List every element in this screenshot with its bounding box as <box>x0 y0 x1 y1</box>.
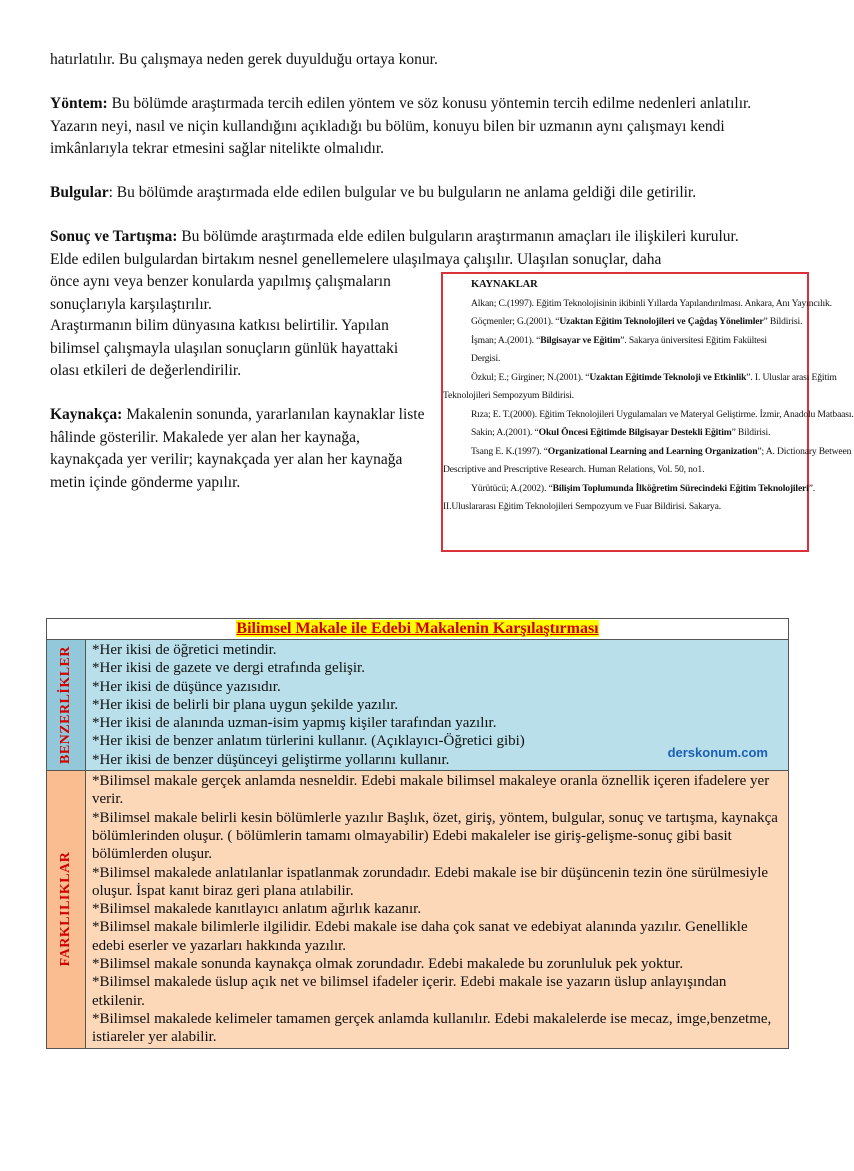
section-bulgular <box>50 182 770 205</box>
section-yontem <box>50 93 770 161</box>
kaynakca-label: Kaynakça: <box>50 406 123 423</box>
reference-line: Alkan; C.(1997). Eğitim Teknolojisinin ikibinli Yıllarda Yapılandırılması. Ankara, Anı Yayıncılık. <box>471 297 832 309</box>
sonuc-text: Bu bölümde araştırmada elde edilen bulguların araştırmanın amaçları ile ilişkileri kurulur. Elde edilen bulgulardan birtakım nesnel genellemelere ulaşılmaya çalışılır. Ulaşılan sonuçlar, daha <box>50 228 739 268</box>
similarities-row <box>47 640 788 771</box>
reference-line: Rıza; E. T.(2000). Eğitim Teknolojileri Uygulamaları ve Materyal Geliştirme. İzmir, Anadolu Matbaası. <box>471 408 854 420</box>
difference-item: *Bilimsel makalede anlatılanlar ispatlanmak zorundadır. Edebi makale ise bir düşüncenin tezin öne sürülmesiyle oluşur. İspat kanıt biraz geri plana atılabilir. <box>92 864 769 899</box>
difference-item: *Bilimsel makale belirli kesin bölümlerle yazılır Başlık, özet, giriş, yöntem, bulgular, sonuç ve tartışma, kaynakça bölümlerinden oluşur. ( bölümlerin tamamı olmayabilir) Edebi makaleler ise giriş-gelişme-sonuç gibi basit bölümlerden oluşur. <box>92 809 778 863</box>
reference-line: Tsang E. K.(1997). “Organizational Learning and Learning Organization”; A. Dictionary Between <box>471 445 852 457</box>
reference-line: Descriptive and Prescriptive Research. Human Relations, Vol. 50, no1. <box>443 464 705 475</box>
similarity-item: *Her ikisi de düşünce yazısıdır. <box>92 678 281 695</box>
reference-line: Dergisi. <box>471 353 501 364</box>
yontem-text: Bu bölümde araştırmada tercih edilen yöntem ve söz konusu yöntemin tercih edilme nedenleri anlatılır. Yazarın neyi, nasıl ve niçin kullandığını açıkladığı bu bölüm, konuyu bilen bir uzmanın aynı çalışmayı kendi imkânlarıyla tekrar etmesini sağlar nitelikte olmalıdır. <box>50 95 752 157</box>
comparison-table <box>46 618 789 1049</box>
similarity-item: *Her ikisi de alanında uzman-isim yapmış kişiler tarafından yazılır. <box>92 715 497 732</box>
similarities-label: BENZERLİKLER <box>57 646 73 765</box>
watermark: derskonum.com <box>667 744 768 760</box>
reference-line: Sakin; A.(2001). “Okul Öncesi Eğitimde Bilgisayar Destekli Eğitim” Bildirisi. <box>471 427 771 438</box>
section-kaynakca <box>50 404 425 494</box>
bulgular-text: : Bu bölümde araştırmada elde edilen bulgular ve bu bulguların ne anlama geldiği dile getirilir. <box>108 184 697 201</box>
intro-line: hatırlatılır. Bu çalışmaya neden gerek duyulduğu ortaya konur. <box>50 51 438 68</box>
sonuc-continued-2: Araştırmanın bilim dünyasına katkısı belirtilir. Yapılan bilimsel çalışmayla ulaşılan sonuçların günlük hayattaki olası etkileri de değerlendirilir. <box>50 317 399 379</box>
similarity-item: *Her ikisi de gazete ve dergi etrafında gelişir. <box>92 660 365 677</box>
bulgular-label: Bulgular <box>50 184 109 201</box>
reference-line: II.Uluslararası Eğitim Teknolojileri Sempozyum ve Fuar Bildirisi. Sakarya. <box>443 501 721 512</box>
differences-label: FARKLILIKLAR <box>57 851 73 967</box>
section-sonuc <box>50 226 770 271</box>
sonuc-continued: önce aynı veya benzer konularda yapılmış çalışmaların sonuçlarıyla karşılaştırılır. <box>50 273 391 313</box>
references-title: KAYNAKLAR <box>471 279 538 290</box>
reference-line: Göçmenler; G.(2001). “Uzaktan Eğitim Teknolojileri ve Çağdaş Yönelimler” Bildirisi. <box>471 316 803 327</box>
difference-item: *Bilimsel makale bilimlerle ilgilidir. Edebi makale ise daha çok sanat ve edebiyat alanında yazılır. Genellikle edebi eserler ve yazarları hakkında yazılır. <box>92 919 748 954</box>
difference-item: *Bilimsel makalede kanıtlayıcı anlatım ağırlık kazanır. <box>92 901 422 918</box>
difference-item: *Bilimsel makalede üslup açık net ve bilimsel ifadeler içerir. Edebi makale ise yazarın üslup anlayışından etkilenir. <box>92 974 727 1009</box>
similarity-item: *Her ikisi de öğretici metindir. <box>92 642 277 658</box>
difference-item: *Bilimsel makalede kelimeler tamamen gerçek anlamda kullanılır. Edebi makalelerde ise mecaz, imge,benzetme, istiareler yer alabilir. <box>92 1010 772 1046</box>
reference-line: Yürütücü; A.(2002). “Bilişim Toplumunda İlköğretim Sürecindeki Eğitim Teknolojileri”. <box>471 482 816 494</box>
reference-line: Teknolojileri Sempozyum Bildirisi. <box>443 390 574 401</box>
differences-row <box>47 771 788 1047</box>
difference-item: *Bilimsel makale gerçek anlamda nesneldir. Edebi makale bilimsel makaleye oranla öznellik içeren ifadelere yer verir. <box>92 773 770 808</box>
reference-line: Özkul; E.; Girginer; N.(2001). “Uzaktan Eğitimde Teknoloji ve Etkinlik”. I. Uluslar arası Eğitim <box>471 371 837 383</box>
yontem-label: Yöntem: <box>50 95 108 112</box>
table-title: Bilimsel Makale ile Edebi Makalenin Karşılaştırması <box>236 620 599 637</box>
difference-item: *Bilimsel makale sonunda kaynakça olmak zorundadır. Edebi makalede bu zorunluluk pek yoktur. <box>92 956 684 973</box>
references-box <box>441 272 854 552</box>
similarity-item: *Her ikisi de benzer düşünceyi geliştirme yollarını kullanır. <box>92 751 450 768</box>
sonuc-label: Sonuç ve Tartışma: <box>50 228 178 245</box>
similarity-item: *Her ikisi de belirli bir plana uygun şekilde yazılır. <box>92 696 399 713</box>
similarity-item: *Her ikisi de benzer anlatım türlerini kullanır. (Açıklayıcı-Öğretici gibi) <box>92 733 525 750</box>
kaynakca-text: Makalenin sonunda, yararlanılan kaynaklar liste hâlinde gösterilir. Makalede yer alan her kaynağa, kaynakçada yer verilir; kaynakçada yer alan her kaynağa metin içinde gönderme yapılır. <box>50 406 425 491</box>
reference-line: İşman; A.(2001). “Bilgisayar ve Eğitim”. Sakarya üniversitesi Eğitim Fakültesi <box>471 334 767 346</box>
table-header <box>47 619 788 640</box>
